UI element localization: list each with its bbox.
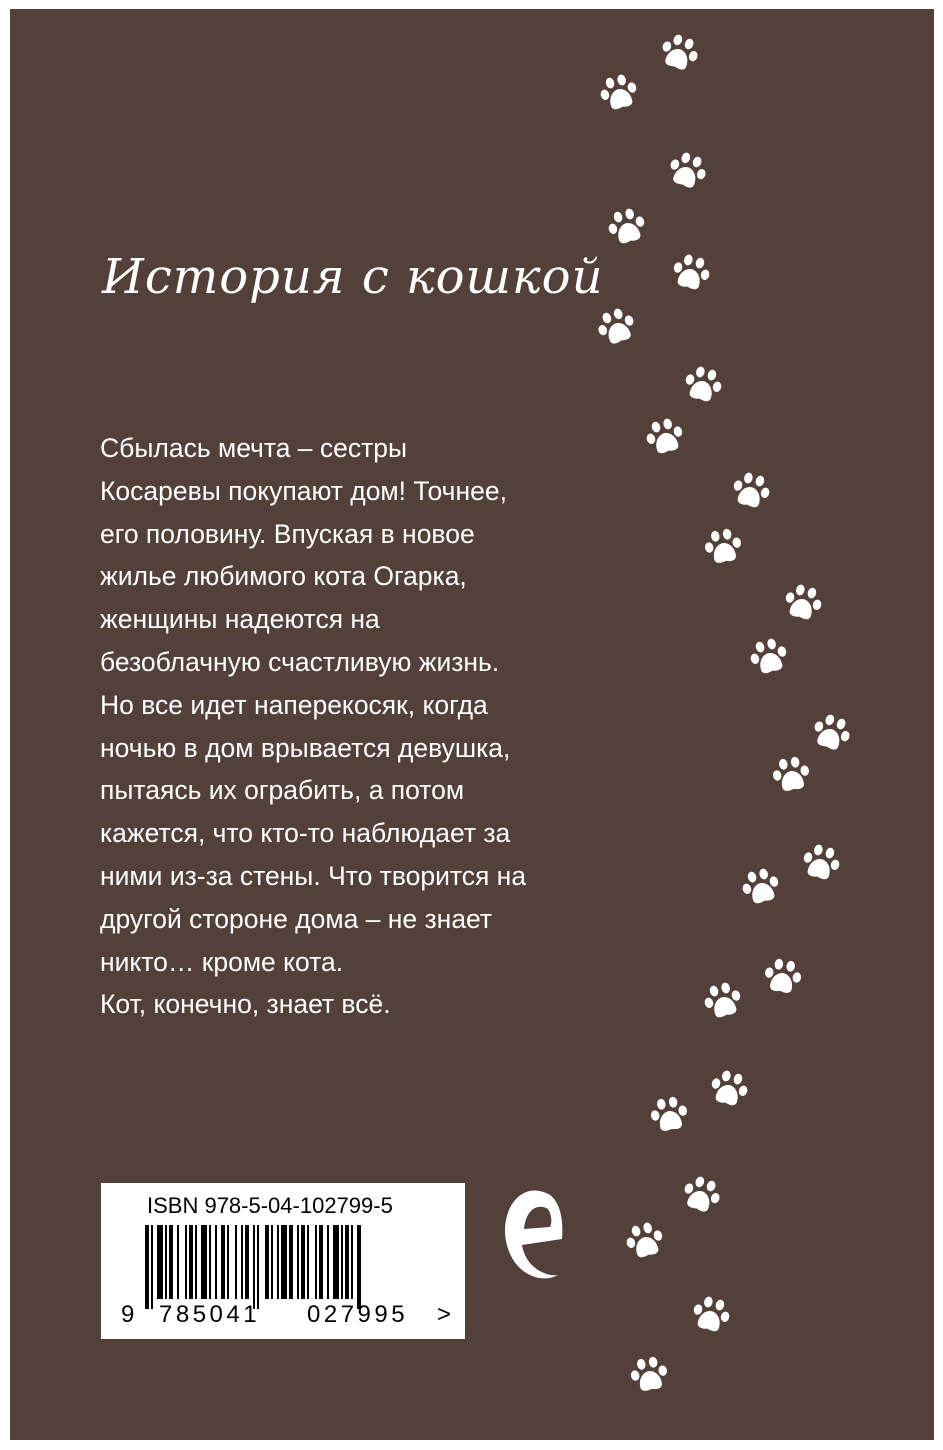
cat-paw-print-icon [670,252,714,293]
cat-paw-print-icon [628,1355,669,1393]
blurb-line: ночью в дом врывается девушка, [100,732,511,763]
barcode-bar [281,1225,287,1299]
blurb-line: его половину. Впуская в новое [100,518,475,549]
barcode-bar [327,1225,329,1299]
blurb-line: кажется, что кто-то наблюдает за [100,818,511,849]
blurb-line: Сбылась мечта – сестры [100,433,408,463]
barcode-bar [177,1225,179,1299]
blurb-line: Косаревы покупают дом! Точнее, [100,475,507,506]
cat-paw-print-icon [762,957,803,995]
cat-paw-print-icon [623,1220,667,1261]
barcode-bar [307,1225,309,1299]
barcode-bar [351,1225,353,1299]
isbn-label: ISBN 978-5-04-102799-5 [147,1193,393,1218]
cat-paw-print-icon [708,1068,752,1109]
isbn-barcode [101,1183,465,1339]
cat-paw-print-icon [657,31,702,74]
barcode-bar [245,1225,249,1299]
ean-quiet-mark: > [437,1301,452,1328]
blurb-line: жилье любимого кота Огарка, [100,561,467,592]
cat-paw-print-icon [739,866,783,907]
barcode-bar [185,1225,187,1299]
cat-paw-print-icon [782,582,826,623]
barcode-bar [301,1225,305,1299]
eksmo-e-logo-icon [492,1179,572,1299]
cat-paw-print-icon [702,527,743,565]
barcode-bar [265,1225,269,1299]
barcode-bar [215,1225,217,1299]
barcode-bar [241,1225,243,1299]
cat-paw-print-icon [770,755,811,793]
blurb-line: другой стороне дома – не знает [100,903,493,934]
blurb-line: безоблачную счастливую жизнь. [100,646,500,677]
barcode-bar [165,1225,167,1299]
cat-paw-print-icon [809,711,854,754]
cat-paw-print-icon [701,980,745,1021]
blurb-line: Но все идет наперекосяк, когда [100,689,488,720]
barcode-bar [341,1225,343,1299]
barcode-bar [315,1225,317,1299]
barcode-bar [235,1225,237,1299]
blurb-text [100,427,660,1026]
barcode-bar [195,1225,197,1299]
ean-right-group: 027995 [307,1301,409,1328]
barcode-bar [277,1225,279,1299]
cat-paw-print-icon [665,149,710,192]
barcode-bar [253,1225,255,1309]
barcode-bar [151,1225,153,1309]
cat-paw-print-icon [730,470,774,511]
barcode-bar [201,1225,207,1299]
cat-paw-print-icon [800,842,844,883]
barcode-bar [319,1225,323,1299]
series-title: История с кошкой [102,249,604,305]
cat-paw-print-icon [690,1294,734,1335]
barcode-bar [357,1225,361,1309]
barcode-bar [345,1225,349,1299]
barcode-bar [333,1225,339,1299]
blurb-line: женщины надеются на [100,604,380,635]
barcode-bars [145,1225,433,1309]
barcode-bar [157,1225,163,1299]
barcode-bar [189,1225,193,1299]
blurb-line: Кот, конечно, знает всё. [100,989,391,1020]
cat-paw-print-icon [679,1173,724,1216]
barcode-bar [297,1225,299,1299]
cat-paw-print-icon [605,206,649,247]
blurb-line: никто… кроме кота. [100,946,344,977]
barcode-bar [271,1225,273,1299]
cat-paw-print-icon [747,636,791,677]
barcode-bar [209,1225,211,1299]
blurb-line: пытаясь их ограбить, а потом [100,775,465,806]
barcode-bar [169,1225,173,1299]
barcode-bar [257,1225,259,1309]
ean-left-group: 785041 [159,1301,261,1328]
barcode-bar [145,1225,149,1309]
book-back-cover [10,9,934,1440]
barcode-bar [289,1225,293,1299]
cat-paw-print-icon [594,305,639,348]
barcode-bar [221,1225,225,1299]
cat-paw-print-icon [597,72,641,113]
ean-first-digit: 9 [121,1301,135,1328]
cat-paw-print-icon [648,1095,689,1133]
blurb-line: ними из-за стены. Что творится на [100,860,527,891]
cat-paw-print-icon [682,364,726,405]
barcode-bar [227,1225,229,1299]
